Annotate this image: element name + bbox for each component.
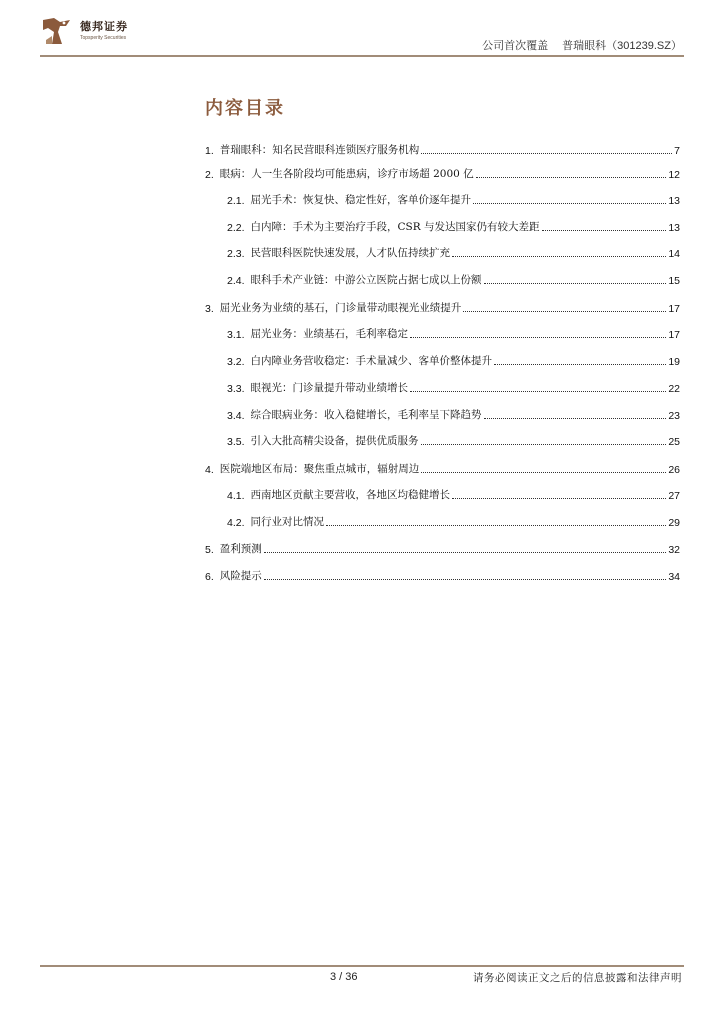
stock-code: （301239.SZ）	[606, 40, 682, 52]
toc-leader-dots	[494, 364, 666, 365]
toc-subsection-entry[interactable]	[227, 238, 680, 260]
toc-leader-dots	[476, 177, 667, 178]
toc-entry-title: 屈光业务：业绩基石，毛利率稳定	[250, 328, 409, 340]
toc-leader-dots	[463, 311, 666, 312]
toc-leader-dots	[473, 203, 666, 204]
toc-entry-page: 12	[668, 169, 680, 181]
toc-subsection-entry[interactable]	[227, 426, 680, 448]
footer-divider	[40, 965, 684, 967]
toc-entry-page: 29	[668, 517, 680, 529]
toc-entry-page: 27	[668, 490, 680, 502]
report-label: 公司首次覆盖	[482, 39, 549, 52]
toc-entry-number: 2.3.	[227, 248, 245, 260]
toc-entry-page: 26	[668, 464, 680, 476]
toc-section-entry[interactable]	[205, 561, 680, 583]
toc-entry-page: 22	[668, 383, 680, 395]
brand-english: Topsperity Securities	[80, 35, 127, 41]
toc-entry-number: 3.1.	[227, 329, 245, 341]
toc-entry-number: 3.5.	[227, 436, 245, 448]
toc-leader-dots	[452, 498, 666, 499]
toc-section-entry[interactable]	[205, 135, 680, 157]
toc-entry-page: 15	[668, 275, 680, 287]
page-header	[0, 0, 724, 62]
toc-entry-title: 引入大批高精尖设备，提供优质服务	[250, 435, 419, 447]
toc-section-entry[interactable]	[205, 159, 680, 181]
toc-entry-number: 2.4.	[227, 275, 245, 287]
toc-entry-number: 6.	[205, 571, 214, 583]
toc-section-entry[interactable]	[205, 454, 680, 476]
toc-subsection-entry[interactable]	[227, 480, 680, 502]
toc-subsection-entry[interactable]	[227, 400, 680, 422]
toc-entry-number: 3.3.	[227, 383, 245, 395]
toc-entry-page: 34	[668, 571, 680, 583]
toc-entry-title: 盈利预测	[219, 543, 262, 555]
toc-leader-dots	[421, 153, 672, 154]
toc-entry-title: 白内障业务营收稳定：手术量减少、客单价整体提升	[250, 355, 493, 367]
toc-entry-number: 1.	[205, 145, 214, 157]
toc-entry-page: 17	[668, 329, 680, 341]
toc-leader-dots	[421, 444, 667, 445]
toc-entry-page: 25	[668, 436, 680, 448]
toc-entry-title: 同行业对比情况	[250, 516, 325, 528]
report-identifier	[482, 37, 682, 53]
toc-entry-number: 2.1.	[227, 195, 245, 207]
toc-leader-dots	[410, 337, 666, 338]
toc-subsection-entry[interactable]	[227, 346, 680, 368]
brand-name: 德邦证券	[80, 20, 128, 33]
toc-entry-number: 4.1.	[227, 490, 245, 502]
toc-subsection-entry[interactable]	[227, 185, 680, 207]
logo-icon	[40, 14, 74, 48]
toc-subsection-entry[interactable]	[227, 265, 680, 287]
legal-disclaimer: 请务必阅读正文之后的信息披露和法律声明	[473, 972, 682, 984]
toc-entry-title: 白内障：手术为主要治疗手段，CSR 与发达国家仍有较大差距	[250, 221, 540, 233]
toc-entry-page: 13	[668, 195, 680, 207]
toc-entry-title: 屈光手术：恢复快、稳定性好，客单价逐年提升	[250, 194, 472, 206]
toc-entry-number: 3.2.	[227, 356, 245, 368]
company-logo	[40, 14, 150, 50]
toc-entry-number: 2.2.	[227, 222, 245, 234]
header-divider	[40, 55, 684, 57]
toc-entry-page: 23	[668, 410, 680, 422]
toc-title: 内容目录	[205, 98, 285, 119]
toc-entry-title: 风险提示	[219, 570, 262, 582]
toc-leader-dots	[542, 230, 667, 231]
toc-entry-number: 5.	[205, 544, 214, 556]
toc-entry-title: 眼视光：门诊量提升带动业绩增长	[250, 382, 409, 394]
toc-entry-page: 17	[668, 303, 680, 315]
toc-entry-title: 综合眼病业务：收入稳健增长，毛利率呈下降趋势	[250, 409, 482, 421]
toc-entry-number: 4.2.	[227, 517, 245, 529]
toc-entry-title: 民营眼科医院快速发展，人才队伍持续扩充	[250, 247, 451, 259]
toc-entry-number: 3.	[205, 303, 214, 315]
toc-entry-page: 19	[668, 356, 680, 368]
toc-section-entry[interactable]	[205, 293, 680, 315]
toc-leader-dots	[484, 283, 667, 284]
toc-subsection-entry[interactable]	[227, 212, 680, 234]
toc-entry-number: 2.	[205, 169, 214, 181]
toc-entry-title: 眼科手术产业链：中游公立医院占据七成以上份额	[250, 274, 482, 286]
page-number: 3 / 36	[330, 971, 358, 983]
toc-subsection-entry[interactable]	[227, 319, 680, 341]
toc-entry-page: 7	[674, 145, 680, 157]
toc-subsection-entry[interactable]	[227, 373, 680, 395]
toc-entry-title: 普瑞眼科：知名民营眼科连锁医疗服务机构	[219, 144, 420, 156]
toc-entry-number: 4.	[205, 464, 214, 476]
toc-entry-title: 眼病：人一生各阶段均可能患病，诊疗市场超 2000 亿	[219, 168, 474, 180]
company-name: 普瑞眼科	[562, 39, 607, 52]
toc-leader-dots	[452, 256, 666, 257]
toc-entry-title: 屈光业务为业绩的基石，门诊量带动眼视光业绩提升	[219, 302, 462, 314]
toc-entry-number: 3.4.	[227, 410, 245, 422]
toc-entry-page: 13	[668, 222, 680, 234]
toc-leader-dots	[421, 472, 666, 473]
toc-entry-page: 14	[668, 248, 680, 260]
toc-leader-dots	[326, 525, 666, 526]
toc-section-entry[interactable]	[205, 534, 680, 556]
toc-entry-title: 西南地区贡献主要营收，各地区均稳健增长	[250, 489, 451, 501]
toc-leader-dots	[410, 391, 666, 392]
toc-leader-dots	[264, 552, 667, 553]
toc-entry-title: 医院端地区布局：聚焦重点城市，辐射周边	[219, 463, 420, 475]
toc-leader-dots	[484, 418, 667, 419]
toc-subsection-entry[interactable]	[227, 507, 680, 529]
toc-leader-dots	[264, 579, 667, 580]
toc-entry-page: 32	[668, 544, 680, 556]
